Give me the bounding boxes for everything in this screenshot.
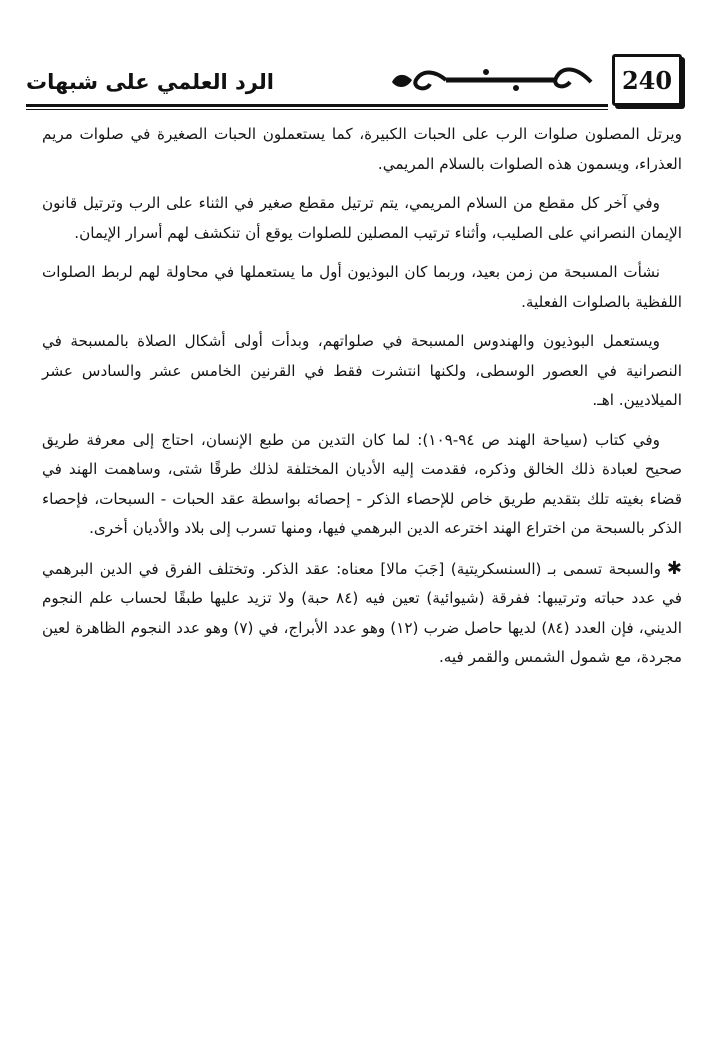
paragraph-4: ويستعمل البوذيون والهندوس المسبحة في صلواتهم، وبدأت أولى أشكال الصلاة بالمسبحة في النصرانية في العصور الوسطى، ولكنها انتشرت فقط في القرنين الخامس عشر والسادس عشر الميلاديين. اهـ. xyxy=(42,332,682,409)
paragraph-5: وفي كتاب (سياحة الهند ص ٩٤-١٠٩): لما كان التدين من طبع الإنسان، احتاج إلى معرفة طريق صحيح لعبادة ذلك الخالق وذكره، فقدمت إليه الأديان المختلفة لذلك طرقًا شتى، وساهمت الهند في قضاء بغيته تلك بتقديم طريق خاص للإحصاء الذكر - إحصائه بواسطة عقد الحبات - السبحات، فإحصاء الذكر بالسبحة من اختراع الهند اخترعه الدين البرهمي فيها، ومنها تسرب إلى بلاد والأديان أخرى. xyxy=(42,430,682,537)
star-icon: ✱ xyxy=(666,557,682,579)
page-header xyxy=(20,50,682,110)
paragraph-6-text: والسبحة تسمى بـ (السنسكريتية) [جَبَ مالا] معناه: عقد الذكر. وتختلف الفرق في الدين البرهمي في عدد حباته وترتيبها: ففرقة (شيوائية) تعين فيه (٨٤ حبة) ولا تزيد عليها طبقًا لحساب علم النجوم الديني، فإن العدد (٨٤) لديها حاصل ضرب (١٢) وهو عدد الأبراج، في (٧) وهو عدد النجوم الظاهرة لعين مجردة، مع شمول الشمس والقمر فيه. xyxy=(42,559,682,666)
decorative-swash-icon xyxy=(386,62,596,96)
paragraph-1: ويرتل المصلون صلوات الرب على الحبات الكبيرة، كما يستعملون الحبات الصغيرة في صلوات مريم العذراء، ويسمون هذه الصلوات بالسلام المريمي. xyxy=(42,125,682,173)
header-rule xyxy=(26,104,608,110)
running-title: الرد العلمي على شبهات xyxy=(26,70,274,94)
paragraph-2: وفي آخر كل مقطع من السلام المريمي، يتم ترتيل مقطع صغير في الثناء على الرب وترتيل قانون الإيمان النصراني على الصليب، وأثناء ترتيب المصلين للصلوات يوقع أن تنكشف لهم أسرار الإيمان. xyxy=(42,194,682,242)
page-number: 240 xyxy=(621,65,673,95)
paragraph-3: نشأت المسبحة من زمن بعيد، وربما كان البوذيون أول ما يستعملها في محاولة لهم لربط الصلوات اللفظية بالصلوات الفعلية. xyxy=(42,263,682,311)
paragraph-6 xyxy=(42,554,682,673)
page-body xyxy=(42,120,682,683)
page-number-box xyxy=(612,54,682,106)
